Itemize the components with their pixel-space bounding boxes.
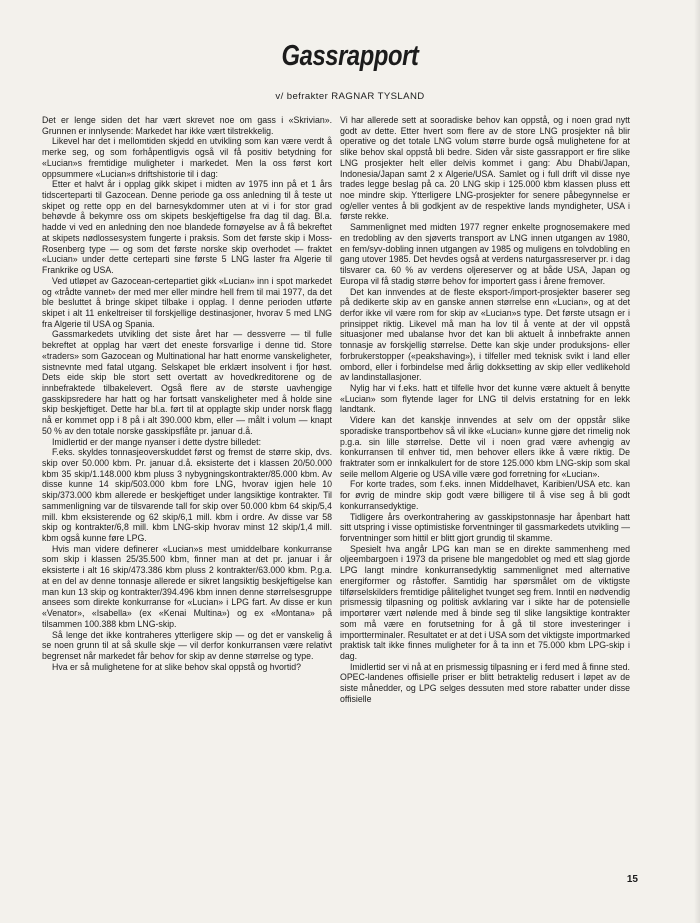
page-number: 15: [626, 874, 638, 885]
body-paragraph: Likevel har det i mellomtiden skjedd en utvikling som kan være verdt å merke seg, og som forhåpentligvis også vil få positiv betydning for «Lucian»s fremtidige muligheter i markedet. Men la oss først kort oppsummere «Lucian»s driftshistorie til i dag:: [42, 136, 332, 179]
body-paragraph: Imidlertid er der mange nyanser i dette dystre billedet:: [52, 436, 262, 447]
body-paragraph: Tidligere års overkontrahering av gasskipstonnasje har åpenbart hatt sitt utspring i visse optimistiske forventninger til gassmarkedets utvikling — forventninger som hittil er blitt gjort grundig til skamme.: [340, 511, 630, 544]
body-paragraph: Nylig har vi f.eks. hatt et tilfelle hvor det kunne være aktuelt å benytte «Lucian» som flytende lager for LNG til delvis erstatning for en lekk landtank.: [340, 382, 630, 415]
body-paragraph: Videre kan det kanskje innvendes at selv om der oppstår slike sporadiske transportbehov så vil ikke «Lucian» kunne gjøre det rimelig nok p.g.a. sin lille størrelse. Dette vil i noen grad være avhengig av konkurransen til enhver tid, men behover ellers ikke å være riktig. De fraktrater som er innkalkulert for de store 125.000 kbm LNG-skip som skal seile mellom Algerie og USA ville være god forretning for «Lucian».: [340, 415, 630, 479]
body-paragraph: Imidlertid ser vi nå at en prismessig tilpasning er i ferd med å finne sted. OPEC-landenes offisielle priser er blitt betraktelig redusert i løpet av de siste månedder, og LPG selges dessuten med store rabatter under disse offisielle: [340, 661, 630, 704]
body-paragraph: Gassmarkedets utvikling det siste året har — dessverre — til fulle bekreftet at opplag har vært det eneste forsvarlige i denne tid. Store «traders» som Gazocean og Multinational har hatt enorme vanskeligheter, sistnevnte med fatal utgang. Selskapet ble erklært insolvent i fjor høst. Dets eide skip ble stort sett overtatt av hovedkreditorene og de innbefraktede tilbakelevert. Også flere av de største uavhengige gasskipsredere har hatt og har fortsatt vanskeligheter med å holde sine skip beskjeftiget. Dette har bl.a. ført til at opplagte skip under norsk flagg nå er kommet opp i 8 på i alt 390.000 kbm, eller — målt i volum — knapt 50 % av den totale norske gasskipsflåte pr. januar d.å.: [42, 329, 332, 436]
body-paragraph: Hvis man videre definerer «Lucian»s mest umiddelbare konkurranse som skip i klassen 25/35.500 kbm, finner man at det pr. januar i år eksisterte i alt 16 skip/473.386 kbm pluss 2 kontrakter/63.000 kbm. P.g.a. at en del av denne tonnasje allerede er sikret langsiktig beskjeftigelse kan man kun 13 skip og kontrakter/394.496 kbm innen denne størrelsesgruppe ansees som direkte konkurranse for «Lucian» i LPG fart. Av disse er kun «Venator», «Isabella» (ex «Kenai Multina») og ex «Montana» på tilsammen 100.388 kbm LNG-skip.: [42, 543, 332, 629]
body-paragraph: Hva er så mulighetene for at slike behov skal oppstå og hvortid?: [52, 661, 301, 672]
body-paragraph: Vi har allerede sett at sooradiske behov kan oppstå, og i noen grad nytt godt av dette. Etter hvert som flere av de store LNG prosjekter nå blir operative og det totale LNG volum større burde også mulighetene for at slike behov skal oppstå bli bedre. Siden vår siste gassrapport er fire slike LNG prosjekter helt eller delvis kommet i gang: Abu Dhabi/Japan, Indonesia/Japan samt 2 x Algerie/USA. Samlet og i full drift vil disse nye trades legge beslag på ca. 20 LNG skip i 125.000 kbm klassen pluss ett noe mindre skip. Ytterligere LNG-prosjekter for senere påbegynnelse er og/eller ventes å bli godkjent av de respektive lands myndigheter, USA i første rekke.: [340, 115, 630, 222]
left-column: [42, 115, 332, 672]
article-title: Gassrapport: [281, 40, 419, 72]
body-paragraph: Det kan innvendes at de fleste eksport-/import-prosjekter baserer seg på dedikerte skip av en ganske annen størrelse enn «Lucian», og at det derfor ikke vil være rom for skip av «Lucian»s type. Det første utsagn er i prinsippet riktig. Likevel må man ha lov til å vente at der vil oppstå situasjoner med ubalanse hvor det kan bli aktuelt å innbefrakte annen tonnasje av forskjellig størrelse. Dette kan skje under produksjons- eller forbrukerstopper («peakshaving»), i tilfeller med teknisk svikt i land eller ombord, eller i forbindelse med årlig dokksetting av skip eller vedlikehold av landinstallasjoner.: [340, 286, 630, 383]
body-paragraph: Sammenlignet med midten 1977 regner enkelte prognosemakere med en tredobling av den sjøverts transport av LNG innen utgangen av 1980, en fem/syv-dobling innen utgangen av 1985 og muligens en tolvdobling en gang utover 1985. Det hevdes også at verdens naturgassreserver pr. i dag tilsvarer ca. 60 % av verdens oljereserver og at både USA, Japan og Europa vil få stadig større behov for importert gass i årene fremover.: [340, 222, 630, 286]
body-paragraph: F.eks. skyldes tonnasjeoverskuddet først og fremst de større skip, dvs. skip over 50.000 kbm. Pr. januar d.å. eksisterte det i klassen 20/50.000 kbm 35 skip/1.148.000 kbm pluss 3 nybygningskontrakter/85.000 kbm. Av disse kunne 14 skip/503.000 kbm fore LNG, hvorav igjen hele 10 skip/373.000 kbm allerede er beskjeftiget under langsiktige kontrakter. Til sammenligning var de tilsvarende tall for skip over 50.000 kbm 64 skip/5,4 mill. kbm eksisterende og 62 skip/6,1 mill. kbm i ordre. Av disse var 58 skip og kontrakter/6,8 mill. kbm LNG-skip hvorav minst 12 skip/1,4 mill. kbm også kunne føre LPG.: [42, 447, 332, 544]
body-paragraph: Etter et halvt år i opplag gikk skipet i midten av 1975 inn på et 1 års tidscerteparti til Gazocean. Denne periode ga oss anledning til å teste ut skipet og rette opp en del barnesykdommer uten at vi i for stor grad behøvde å bekymre oss om skipets beskjeftigelse fra dag til dag. Bl.a. hadde vi ved en anledning den noe blandede fornøyelse av å få bekreftet at skipets nødlossesystem fungerte i praksis. Som det første skip i Moss-Rosenberg type — og som det første norske skip overhodet — fraktet «Lucian» under dette certeparti sine første 5 LNG laster fra Algerie til Frankrike og USA.: [42, 179, 332, 276]
body-paragraph: Ved utløpet av Gazocean-certepartiet gikk «Lucian» inn i spot markedet og «trådte vannet» der med mer eller mindre hell frem til mai 1977, da det ble besluttet å bringe skipet tilbake i opplag. I denne perioden utførte skipet i alt 11 enkeltreiser til forskjellige destinasjoner, hvorav 5 med LNG fra Algerie til USA og Spania.: [42, 275, 332, 329]
body-paragraph: Det er lenge siden det har vært skrevet noe om gass i «Skrivian». Grunnen er innlysende: Markedet har ikke vært tilstrekkelig.: [42, 115, 332, 136]
body-paragraph: For korte trades, som f.eks. innen Middelhavet, Karibien/USA etc. kan for øvrig de mindre skip godt være billigere til å vise seg å bli godt konkurransedyktige.: [340, 479, 630, 511]
page-edge-shadow: [694, 0, 700, 923]
body-paragraph: Så lenge det ikke kontraheres ytterligere skip — og det er vanskelig å se noen grunn til at så skulle skje — vil derfor konkurransen være relativt begrenset når markedet får behov for skip av denne størrelse og type.: [42, 629, 332, 661]
body-paragraph: Spesielt hva angår LPG kan man se en direkte sammenheng med oljeembargoen i 1973 da prisene ble mangedoblet og med ett slag gjorde LPG langt mindre konkurransedyktig sammenlignet med alternative energiformer og råstoffer. Samtidig har spørsmålet om de viktigste tilførselskilders fremtidige pålitelighet tvunget seg frem. Inntil en nødvendig prismessig tilpasning og politisk avklaring var i sikte har de potensielle importører vært nølende med å binde seg til slike langsiktige kontrakter som må være en forutsetning for å gå til store investeringer i importterminaler. Resultatet er at det i USA som det viktigste importmarked praktisk talt ikke finnes muligheter for å ta inn et 75.000 kbm LPG-skip i dag.: [340, 543, 630, 661]
right-column: [340, 115, 630, 705]
article-byline: v/ befrakter RAGNAR TYSLAND: [275, 91, 425, 102]
